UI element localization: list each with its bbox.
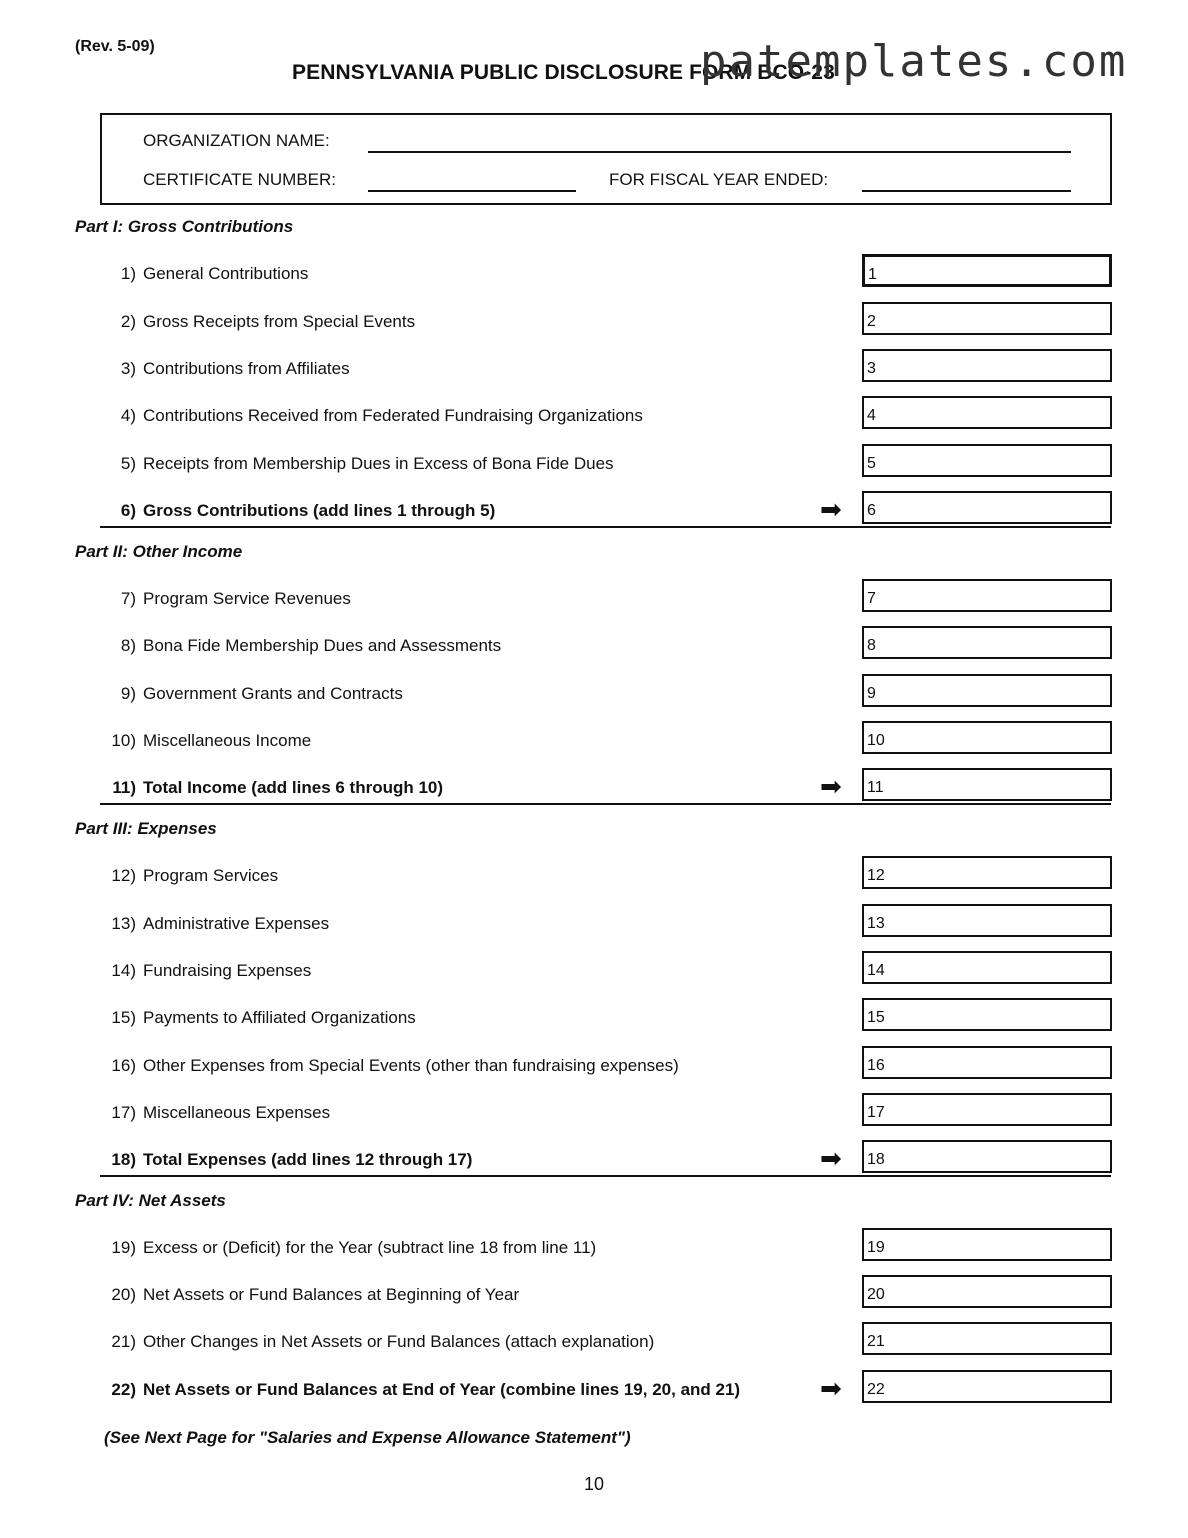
line-15-number: 15) <box>111 1008 136 1027</box>
line-3-number: 3) <box>120 359 136 378</box>
line-13-input[interactable] <box>862 904 1112 937</box>
line-10-box-number: 10 <box>867 732 885 749</box>
line-14-number: 14) <box>111 961 136 980</box>
line-7-box-number: 7 <box>867 590 876 607</box>
section-divider <box>100 526 1111 528</box>
line-1-input[interactable] <box>862 254 1112 287</box>
line-4-number: 4) <box>120 406 136 425</box>
line-12-number: 12) <box>111 866 136 885</box>
line-4-box-number: 4 <box>867 407 876 424</box>
certificate-number-field[interactable] <box>368 190 576 192</box>
part-2-heading: Part II: Other Income <box>75 542 243 561</box>
line-2-input[interactable] <box>862 302 1112 335</box>
line-12-box-number: 12 <box>867 867 885 884</box>
line-8-input[interactable] <box>862 626 1112 659</box>
line-18-input[interactable] <box>862 1140 1112 1173</box>
fiscal-year-field[interactable] <box>862 190 1071 192</box>
right-arrow-icon: ➡ <box>820 494 842 524</box>
line-9-label: Government Grants and Contracts <box>143 684 403 703</box>
line-19-box-number: 19 <box>867 1239 885 1256</box>
line-7-input[interactable] <box>862 579 1112 612</box>
line-16-input[interactable] <box>862 1046 1112 1079</box>
line-21-input[interactable] <box>862 1322 1112 1355</box>
line-7-label: Program Service Revenues <box>143 589 351 608</box>
line-20-number: 20) <box>111 1285 136 1304</box>
line-15-input[interactable] <box>862 998 1112 1031</box>
line-8-label: Bona Fide Membership Dues and Assessments <box>143 636 502 655</box>
line-16-box-number: 16 <box>867 1057 885 1074</box>
part-1-heading: Part I: Gross Contributions <box>75 217 294 236</box>
line-11-input[interactable] <box>862 768 1112 801</box>
line-13-number: 13) <box>111 914 136 933</box>
page-number: 10 <box>583 1474 605 1494</box>
line-21-box-number: 21 <box>867 1333 885 1350</box>
line-13-label: Administrative Expenses <box>143 914 330 933</box>
line-15-label: Payments to Affiliated Organizations <box>143 1008 416 1027</box>
line-5-number: 5) <box>120 454 136 473</box>
line-10-input[interactable] <box>862 721 1112 754</box>
line-8-box-number: 8 <box>867 637 876 654</box>
certificate-number-label: CERTIFICATE NUMBER: <box>143 170 336 189</box>
part-3-heading: Part III: Expenses <box>75 819 217 838</box>
line-9-number: 9) <box>120 684 136 703</box>
line-6-input[interactable] <box>862 491 1112 524</box>
line-6-number: 6) <box>120 501 136 520</box>
line-22-number: 22) <box>111 1380 136 1399</box>
line-3-input[interactable] <box>862 349 1112 382</box>
line-17-input[interactable] <box>862 1093 1112 1126</box>
line-1-number: 1) <box>120 264 136 283</box>
line-16-label: Other Expenses from Special Events (other than fundraising expenses) <box>143 1056 679 1075</box>
line-19-input[interactable] <box>862 1228 1112 1261</box>
line-4-input[interactable] <box>862 396 1112 429</box>
line-10-number: 10) <box>111 731 136 750</box>
line-13-box-number: 13 <box>867 915 885 932</box>
line-18-number: 18) <box>111 1150 136 1169</box>
section-divider <box>100 1175 1111 1177</box>
line-7-number: 7) <box>120 589 136 608</box>
line-21-label: Other Changes in Net Assets or Fund Balances (attach explanation) <box>143 1332 655 1351</box>
line-21-number: 21) <box>111 1332 136 1351</box>
watermark: patemplates.com <box>700 36 1128 87</box>
line-19-number: 19) <box>111 1238 136 1257</box>
line-10-label: Miscellaneous Income <box>143 731 312 750</box>
line-5-box-number: 5 <box>867 455 876 472</box>
line-6-box-number: 6 <box>867 502 876 519</box>
line-9-box-number: 9 <box>867 685 876 702</box>
line-18-box-number: 18 <box>867 1151 885 1168</box>
line-22-box-number: 22 <box>867 1381 885 1398</box>
right-arrow-icon: ➡ <box>820 1143 842 1173</box>
line-8-number: 8) <box>120 636 136 655</box>
line-3-label: Contributions from Affiliates <box>143 359 350 378</box>
next-page-note: (See Next Page for "Salaries and Expense Allowance Statement") <box>104 1428 631 1447</box>
part-4-heading: Part IV: Net Assets <box>75 1191 226 1210</box>
line-20-box-number: 20 <box>867 1286 885 1303</box>
line-2-number: 2) <box>120 312 136 331</box>
line-5-label: Receipts from Membership Dues in Excess of Bona Fide Dues <box>143 454 614 473</box>
right-arrow-icon: ➡ <box>820 1373 842 1403</box>
line-20-input[interactable] <box>862 1275 1112 1308</box>
line-16-number: 16) <box>111 1056 136 1075</box>
line-17-box-number: 17 <box>867 1104 885 1121</box>
line-1-box-number: 1 <box>868 266 877 283</box>
line-22-label: Net Assets or Fund Balances at End of Year (combine lines 19, 20, and 21) <box>143 1380 741 1399</box>
organization-name-label: ORGANIZATION NAME: <box>143 131 330 150</box>
line-12-input[interactable] <box>862 856 1112 889</box>
line-14-label: Fundraising Expenses <box>143 961 312 980</box>
section-divider <box>100 803 1111 805</box>
form-title: PENNSYLVANIA PUBLIC DISCLOSURE FORM BCO-23 <box>292 61 835 84</box>
line-17-number: 17) <box>111 1103 136 1122</box>
line-17-label: Miscellaneous Expenses <box>143 1103 331 1122</box>
line-11-box-number: 11 <box>867 779 884 796</box>
line-2-box-number: 2 <box>867 313 876 330</box>
line-12-label: Program Services <box>143 866 279 885</box>
line-20-label: Net Assets or Fund Balances at Beginning of Year <box>143 1285 520 1304</box>
right-arrow-icon: ➡ <box>820 771 842 801</box>
line-9-input[interactable] <box>862 674 1112 707</box>
line-6-label: Gross Contributions (add lines 1 through 5) <box>143 501 496 520</box>
line-1-label: General Contributions <box>143 264 309 283</box>
line-18-label: Total Expenses (add lines 12 through 17) <box>143 1150 473 1169</box>
line-22-input[interactable] <box>862 1370 1112 1403</box>
line-5-input[interactable] <box>862 444 1112 477</box>
line-11-number: 11) <box>112 778 136 797</box>
fiscal-year-label: FOR FISCAL YEAR ENDED: <box>609 170 829 189</box>
line-3-box-number: 3 <box>867 360 876 377</box>
revision-label: (Rev. 5-09) <box>75 38 155 55</box>
line-14-box-number: 14 <box>867 962 885 979</box>
organization-name-field[interactable] <box>368 151 1071 153</box>
line-14-input[interactable] <box>862 951 1112 984</box>
line-11-label: Total Income (add lines 6 through 10) <box>143 778 444 797</box>
line-19-label: Excess or (Deficit) for the Year (subtract line 18 from line 11) <box>143 1238 597 1257</box>
line-15-box-number: 15 <box>867 1009 885 1026</box>
line-2-label: Gross Receipts from Special Events <box>143 312 416 331</box>
line-4-label: Contributions Received from Federated Fundraising Organizations <box>143 406 643 425</box>
